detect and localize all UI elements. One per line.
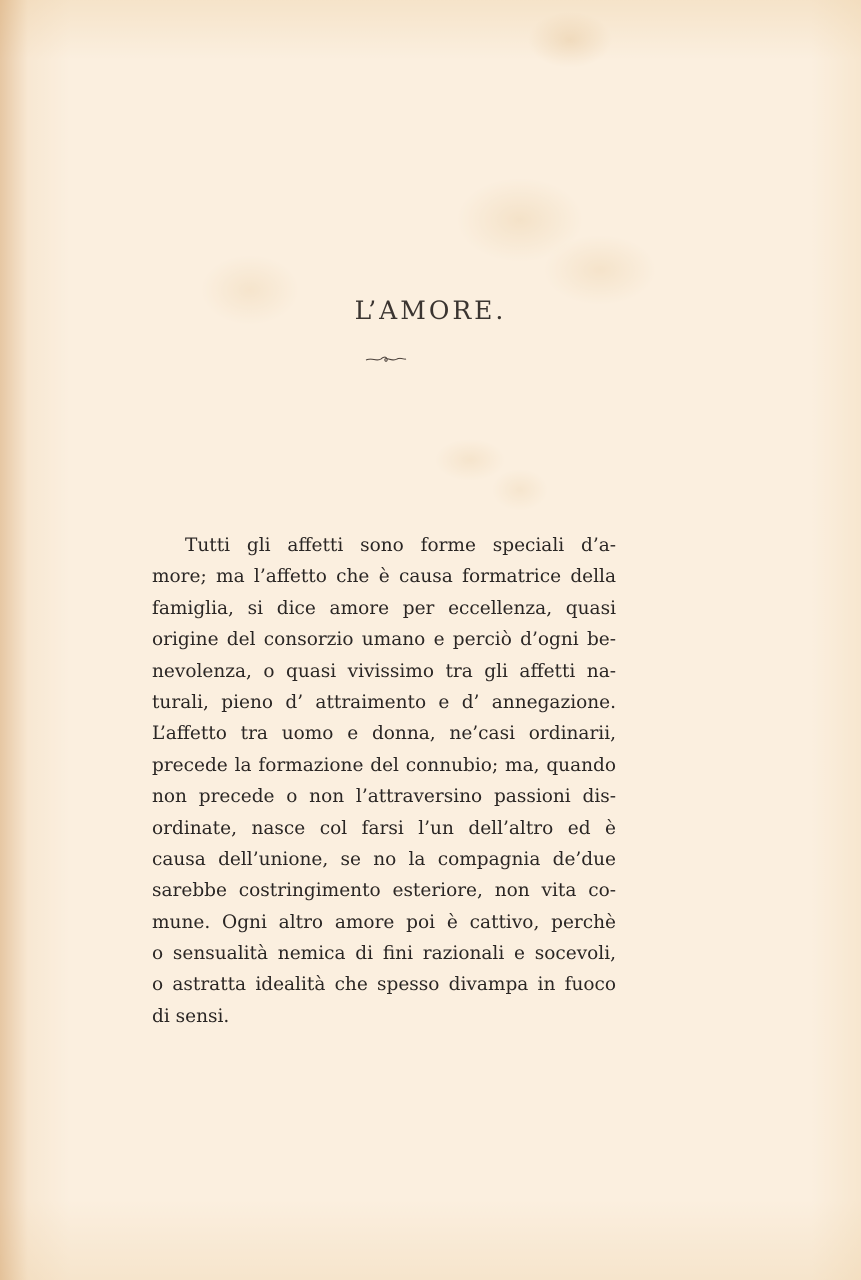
text-line: mune. Ogni altro amore poi è cattivo, perchè [152, 911, 616, 933]
text-line: precede la formazione del connubio; ma, quando [152, 754, 616, 776]
text-line: L’affetto tra uomo e donna, ne’casi ordinarii, [152, 723, 616, 745]
text-line: ordinate, nasce col farsi l’un dell’altro ed è [152, 817, 616, 839]
text-line: Tutti gli affetti sono forme speciali d’a- [185, 535, 616, 556]
text-line: o sensualità nemica di fini razionali e socevoli, [152, 943, 616, 965]
text-line: causa dell’unione, se no la compagnia de’due [152, 848, 616, 870]
text-line: turali, pieno d’ attraimento e d’ annegazione. [152, 691, 616, 713]
text-line: o astratta idealità che spesso divampa in fuoco [152, 974, 616, 996]
text-line: more; ma l’affetto che è causa formatrice della [152, 566, 616, 588]
body-paragraph [152, 530, 616, 1032]
text-line: di sensi. [152, 1005, 230, 1027]
text-line: famiglia, si dice amore per eccellenza, quasi [152, 597, 616, 619]
chapter-title: L’AMORE. [354, 296, 507, 325]
ornament-flourish-icon [364, 353, 408, 365]
text-line: nevolenza, o quasi vivissimo tra gli affetti na- [152, 660, 616, 682]
text-line: non precede o non l’attraversino passioni dis- [152, 786, 616, 808]
text-line: sarebbe costringimento esteriore, non vita co- [152, 880, 616, 902]
text-line: origine del consorzio umano e perciò d’ogni be- [152, 629, 616, 651]
